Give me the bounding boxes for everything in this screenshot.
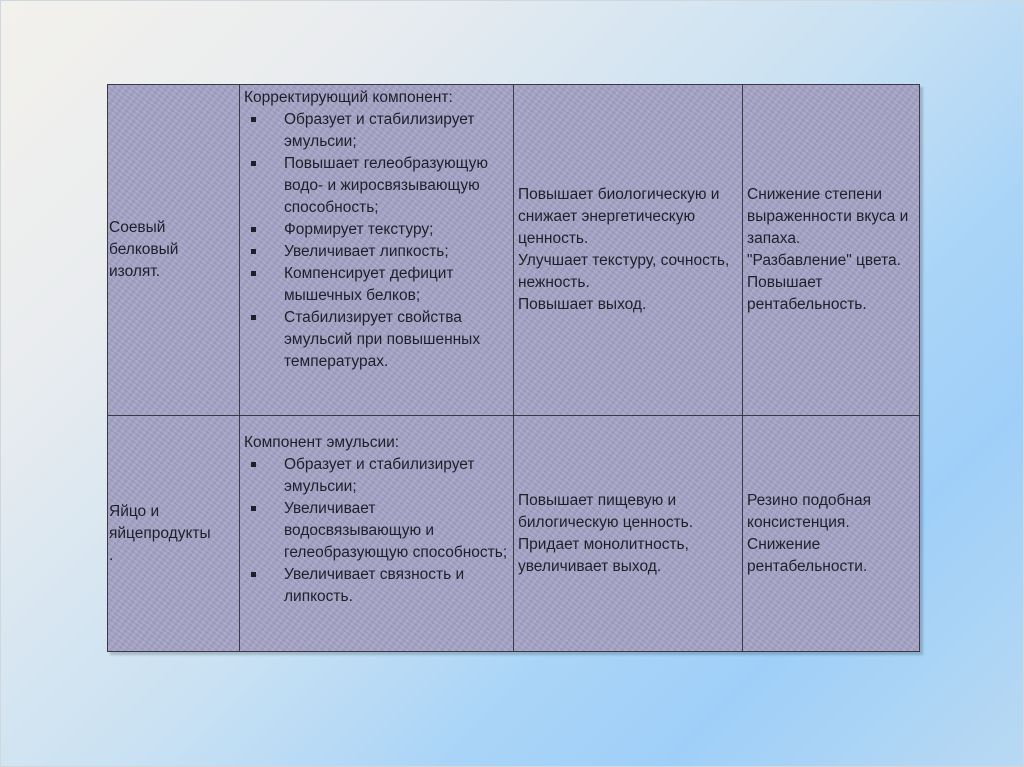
ingredient-line: Соевый [109, 219, 166, 236]
list-item: Образует и стабилизирует эмульсии; [244, 109, 509, 153]
role-list [244, 109, 509, 373]
effect-cell [514, 416, 743, 652]
ingredient-cell [108, 85, 240, 416]
list-item: Образует и стабилизирует эмульсии; [244, 454, 509, 498]
note-text: "Разбавление" цвета. Повышает рентабельность. [747, 252, 901, 313]
list-item: Компенсирует дефицит мышечных белков; [244, 263, 509, 307]
effect-text: Улучшает текстуру, сочность, нежность. [518, 252, 730, 291]
list-item: Увеличивает связность и липкость. [244, 564, 509, 608]
effect-text: Повышает биологическую и снижает энергетическую ценность. [518, 186, 720, 247]
ingredient-cell [108, 416, 240, 652]
role-heading: Корректирующий компонент: [244, 89, 453, 106]
effect-text: Повышает пищевую и билогическую ценность. [518, 491, 694, 531]
ingredients-table [107, 84, 920, 652]
note-text: Резино подобная консистенция. [747, 491, 871, 531]
effect-text: Повышает выход. [518, 296, 647, 313]
list-item: Увеличивает водосвязывающую и гелеобразующую способность; [244, 498, 509, 564]
role-cell [240, 416, 514, 652]
role-list [244, 454, 509, 608]
ingredient-line: Яйцо и [109, 502, 160, 520]
ingredient-line: изолят. [109, 263, 160, 280]
effect-cell [514, 85, 743, 416]
effect-text: Придает монолитность, увеличивает выход. [518, 535, 689, 575]
list-item: Формирует текстуру; [244, 219, 509, 241]
ingredient-line: . [109, 546, 114, 564]
list-item: Стабилизирует свойства эмульсий при повышенных температурах. [244, 307, 509, 373]
ingredient-line: белковый [109, 241, 179, 258]
table-row [108, 416, 920, 652]
note-cell [743, 416, 920, 652]
note-text: Снижение рентабельности. [747, 535, 868, 575]
role-heading: Компонент эмульсии: [244, 434, 400, 451]
note-text: Снижение степени выраженности вкуса и запаха. [747, 186, 909, 247]
ingredient-line: яйцепродукты [109, 524, 211, 542]
role-cell [240, 85, 514, 416]
table-row [108, 85, 920, 416]
list-item: Увеличивает липкость; [244, 241, 509, 263]
list-item: Повышает гелеобразующую водо- и жиросвязывающую способность; [244, 153, 509, 219]
note-cell [743, 85, 920, 416]
